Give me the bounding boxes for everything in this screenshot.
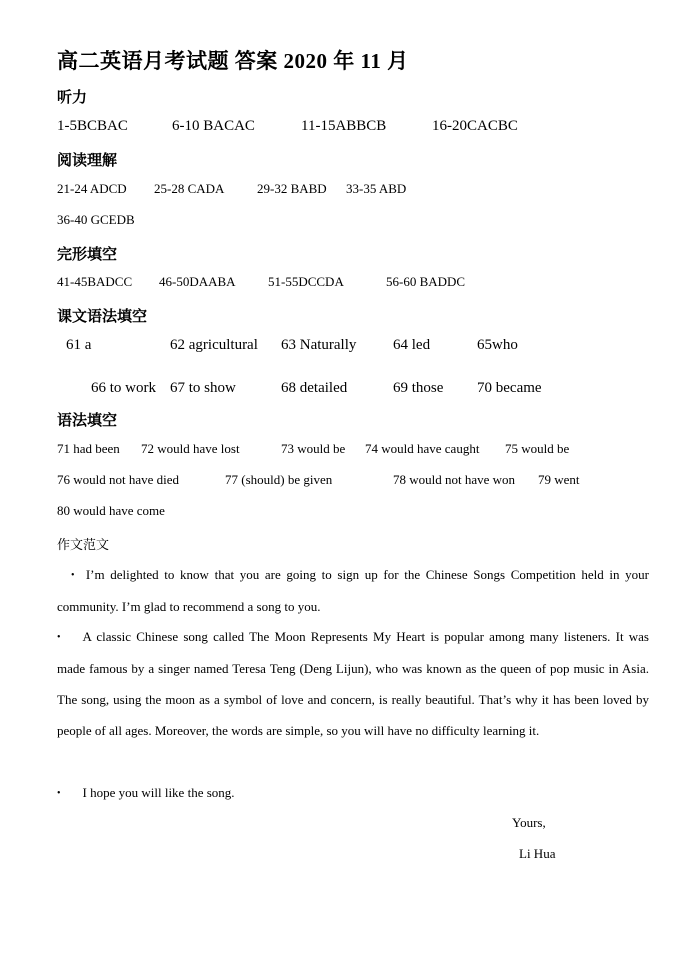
grammar-answer-74: 74 would have caught [365, 441, 480, 456]
text-grammar-heading: 课文语法填空 [57, 307, 148, 325]
grammar-answer-80: 80 would have come [57, 503, 165, 518]
cloze-answer-4: 56-60 BADDC [386, 274, 466, 289]
text-grammar-answer-67: 67 to show [170, 380, 236, 396]
bullet-icon: • [57, 788, 61, 799]
essay-paragraph-2-text: A classic Chinese song called The Moon Represents My Heart is popular among many listeners. It was made famous by a singer named Teresa Teng (Deng Lijun), who was known as the queen of pop music in Asia. The song, using the moon as a symbol of love and concern, is really beautiful. That’s why it has been loved by people of all ages. Moreover, the words are simple, so you will have no difficulty learning it. [57, 629, 649, 738]
text-grammar-answer-69: 69 those [393, 380, 444, 396]
essay-paragraph-3 [57, 777, 649, 809]
listening-answer-4: 16-20CACBC [432, 118, 518, 134]
text-grammar-answer-70: 70 became [477, 380, 542, 396]
text-grammar-answer-61: 61 a [66, 337, 92, 353]
bullet-icon: • [71, 570, 75, 581]
grammar-answer-76: 76 would not have died [57, 472, 180, 487]
grammar-answer-72: 72 would have lost [141, 441, 240, 456]
essay-closing: Yours, [512, 815, 546, 830]
listening-heading: 听力 [57, 88, 88, 106]
essay-heading: 作文范文 [57, 538, 110, 553]
listening-answer-3: 11-15ABBCB [301, 118, 387, 134]
grammar-answer-71: 71 had been [57, 441, 120, 456]
text-grammar-answer-65: 65who [477, 337, 518, 353]
text-grammar-answer-68: 68 detailed [281, 380, 348, 396]
reading-answer-4: 33-35 ABD [346, 181, 407, 196]
text-grammar-answer-66: 66 to work [91, 380, 156, 396]
grammar-answer-77: 77 (should) be given [225, 472, 333, 487]
cloze-answer-2: 46-50DAABA [159, 274, 236, 289]
cloze-heading: 完形填空 [57, 245, 118, 263]
reading-answer-1: 21-24 ADCD [57, 181, 127, 196]
essay-paragraph-2 [57, 621, 649, 746]
cloze-answer-1: 41-45BADCC [57, 274, 133, 289]
grammar-answer-73: 73 would be [281, 441, 346, 456]
text-grammar-answer-64: 64 led [393, 337, 431, 353]
essay-signature: Li Hua [519, 846, 556, 861]
reading-answer-3: 29-32 BABD [257, 181, 327, 196]
text-grammar-answer-62: 62 agricultural [170, 337, 258, 353]
reading-heading: 阅读理解 [57, 151, 118, 169]
listening-answer-1: 1-5BCBAC [57, 118, 128, 134]
grammar-answer-75: 75 would be [505, 441, 570, 456]
bullet-icon: • [57, 632, 61, 643]
reading-answer-2: 25-28 CADA [154, 181, 225, 196]
page-title: 高二英语月考试题 答案 2020 年 11 月 [57, 49, 409, 73]
essay-paragraph-1 [57, 559, 649, 622]
reading-answer-5: 36-40 GCEDB [57, 212, 135, 227]
grammar-answer-79: 79 went [538, 472, 580, 487]
text-grammar-answer-63: 63 Naturally [281, 337, 357, 353]
grammar-answer-78: 78 would not have won [393, 472, 516, 487]
listening-answer-2: 6-10 BACAC [172, 118, 255, 134]
grammar-heading: 语法填空 [57, 411, 118, 429]
essay-paragraph-3-text: I hope you will like the song. [82, 785, 235, 800]
essay-paragraph-1-text: I’m delighted to know that you are going to sign up for the Chinese Songs Competition held in your community. I’m glad to recommend a song to you. [57, 567, 650, 614]
cloze-answer-3: 51-55DCCDA [268, 274, 344, 289]
